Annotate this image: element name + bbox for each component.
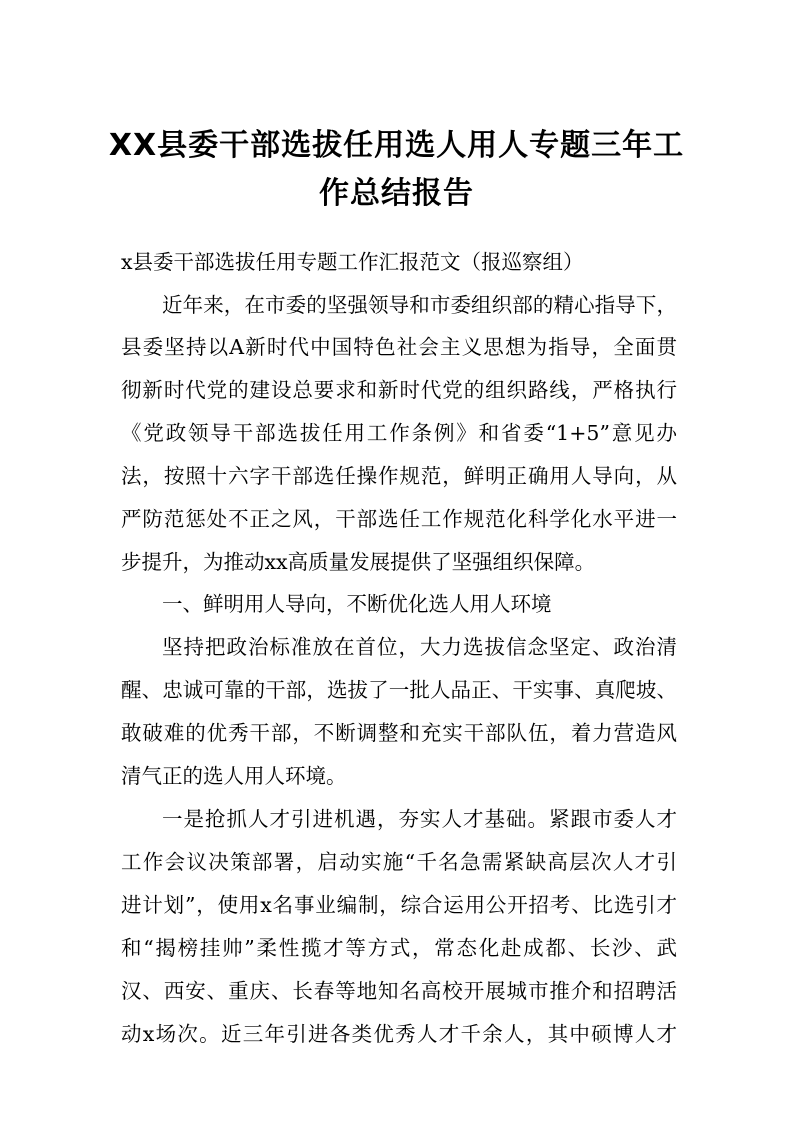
- paragraph-line: 清气正的选人用人环境。: [121, 764, 347, 788]
- section-heading: 一、鲜明用人导向，不断优化选人用人环境: [162, 592, 552, 616]
- document-title-line-1: XX县委干部选拔任用选人用人专题三年工: [108, 128, 685, 163]
- paragraph-line: 严防范惩处不正之风，干部选任工作规范化科学化水平进一: [121, 507, 677, 531]
- paragraph-line: 坚持把政治标准放在首位，大力选拔信念坚定、政治清: [162, 635, 677, 659]
- paragraph-line: 进计划”，使用x名事业编制，综合运用公开招考、比选引才: [121, 893, 677, 917]
- document-title-line-2: 作总结报告: [319, 176, 474, 211]
- paragraph-line: 醒、忠诚可靠的干部，选拔了一批人品正、干实事、真爬坡、: [121, 678, 677, 702]
- paragraph-line: 近年来，在市委的坚强领导和市委组织部的精心指导下，: [162, 293, 677, 317]
- paragraph-line: 《党政领导干部选拔任用工作条例》和省委“1+5”意见办: [121, 421, 677, 445]
- paragraph-line: 步提升，为推动xx高质量发展提供了坚强组织保障。: [121, 550, 596, 574]
- paragraph-line: 敢破难的优秀干部，不断调整和充实干部队伍，着力营造风: [121, 721, 677, 745]
- paragraph-line: 县委坚持以A新时代中国特色社会主义思想为指导，全面贯: [121, 335, 677, 359]
- paragraph-line: 汉、西安、重庆、长春等地知名高校开展城市推介和招聘活: [121, 979, 677, 1003]
- paragraph-line: 和“揭榜挂帅”柔性揽才等方式，常态化赴成都、长沙、武: [121, 936, 677, 960]
- paragraph-line: 一是抢抓人才引进机遇，夯实人才基础。紧跟市委人才: [162, 807, 677, 831]
- paragraph-line: 工作会议决策部署，启动实施“千名急需紧缺高层次人才引: [121, 850, 677, 874]
- paragraph-line: 法，按照十六字干部选任操作规范，鲜明正确用人导向，从: [121, 464, 677, 488]
- paragraph-line: 彻新时代党的建设总要求和新时代党的组织路线，严格执行: [121, 378, 677, 402]
- document-subtitle: x县委干部选拔任用专题工作汇报范文（报巡察组）: [121, 250, 584, 274]
- paragraph-line: 动x场次。近三年引进各类优秀人才千余人，其中硕博人才: [121, 1022, 677, 1046]
